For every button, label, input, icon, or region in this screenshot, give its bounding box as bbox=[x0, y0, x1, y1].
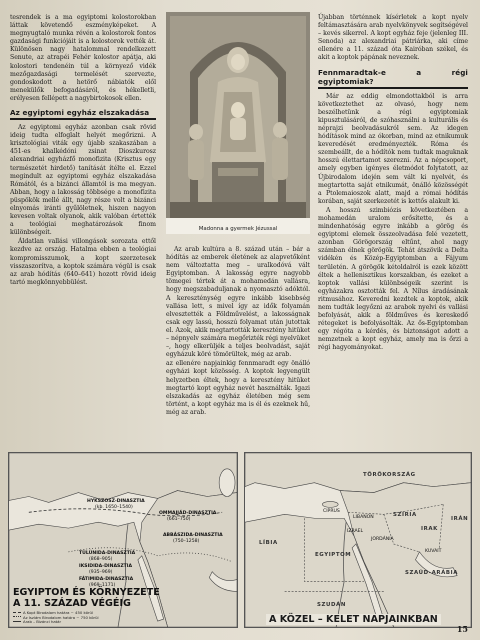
map-label: ABBÁSZIDA-DINASZTIA bbox=[163, 533, 223, 538]
paragraph: az ellenére napjainkig fennmaradt egy önálló egyházi kopt közösség. A koptok legyengült helyzetben éltek, hogy a keresztény hitüket megtartó kopt egyház nevét használták. Igazi elszakadás az egyház életében még sem történt, a kopt egyház ma is él és ezeknek hű, még az arab. bbox=[166, 360, 310, 416]
text-column-middle bbox=[166, 246, 310, 418]
map-label-lebanon: LIBANON bbox=[353, 515, 374, 520]
paragraph: Már az eddig elmondottakból is arra következtethet az olvasó, hogy nem beszélhetünk a régi egyiptomiak kipusztulásáról, de szóhasználni a kulturális és néprajzi beolvadásukról sem. Az idegen hódítások mind az ókorban, mind az etnikumuk keveredését eredményezték. Róma és szembeállt, de a hódítók nem tudtak maguknak hosszú élettartamot szerezni. Az a népcsoport, amely egyben igényes életmódot folytatott, az Újbirodalom idején sem vált ki nyelvét, és megtartotta saját etnikumát, önálló közösségét a Ptolemaioszok alatt, majd a római hódítás korában, saját szerkezetét is kettős alakult ki. bbox=[318, 92, 468, 205]
map-label-iraq: IRAK bbox=[421, 526, 438, 532]
map-label-libya: LÍBIA bbox=[259, 540, 278, 546]
map-middle-east-today bbox=[244, 452, 472, 628]
map-label: (935–969) bbox=[89, 570, 113, 575]
map-label: TÚLÚNIDA-DINASZTIA bbox=[79, 551, 136, 556]
map-label-syria: SZÍRIA bbox=[393, 512, 417, 518]
map-label: FÁTIMIDA-DINASZTIA bbox=[79, 577, 134, 582]
map-title-line: A 11. SZÁZAD VÉGÉIG bbox=[13, 598, 131, 609]
paragraph: Áldatlan vallási villongások sorozata ettől kezdve az ország. Hatalma ebben a teológiai kompromisszumok, a kopt szerzetesek visszaszorítva, a koptok számára végül is csak az arab hódítás (640–641) hozott rövid ideig tartó megkönnyebbülést. bbox=[10, 238, 156, 286]
map-label: (661–750) bbox=[167, 517, 191, 522]
legend-label: Arab – Bizánci határ bbox=[23, 619, 62, 625]
madonna-photo bbox=[166, 12, 310, 234]
map-label: (kb. 1650–1540) bbox=[95, 505, 133, 510]
relief-image bbox=[166, 12, 310, 234]
legend-item bbox=[13, 620, 99, 625]
map-label-israel: IZRAEL bbox=[347, 529, 364, 534]
paragraph: A hosszú szimbiózis következtében a mohamedán uralom erősítette, és a mindenhatóság egyre inkább a görög és egyiptomi elemek összeolvadása felé vezetett, azonban Görögország eltűnt, ahol nagy számban élnek görögök. Tehát átszövik a Delta vidékén és Közép-Egyiptomban a Fájyum területén. A görögök kétoldalról is ezek között éltek a hellenisztikus korszakban, és ezeket a koptok vallási különbségeik szerint is egyházakra osztották fel. A Nílus áradásának ritmusához. Keveredni kezdtek a koptok, akik nem tudták legyőzni az arabok nyelvi és vallási befolyását, akik a földműves és kereskedő rétegeket is befolyásolták. Az ős-Egyiptomban egy régóta a kérdés, és biztonságot adott a nemzetnek a kopt egyház, amely ma is őrzi a régi hagyományokat. bbox=[318, 206, 468, 352]
paragraph: Az arab kultúra a 8. század után – bár a hódítás az emberek életének az alapvetőként nem változtatta meg – uralkodóvá vált Egyiptomban. A lakosság egyre nagyobb tömegei tértek át a mohamedán vallásra, hogy megszabaduljanak a nyomasztó adóktól. A kereszténység egyre inkább kisebbség vallása lett, s mivel így az idők folyamán elvesztették a Földművelést, a lakosságnak csak egy lassú, hosszú folyamat után jutottak el. Azok, akik megtartották keresztény hitüket – népnyelv számára megőrizték régi nyelvüket –, hogy elkerüljék a teljes beolvadást, saját egyházuk köré tömörültek, még az arab. bbox=[166, 246, 310, 359]
map-label: IKSIDIDA-DINASZTIA bbox=[79, 564, 133, 569]
section-heading: Fennmaradtak-e a régi egyiptomiak? bbox=[318, 68, 468, 89]
map-title bbox=[13, 587, 160, 609]
map-label: OMMAJJÁD-DINASZTIA bbox=[159, 511, 217, 516]
map-label-kuwait: KUVAIT bbox=[425, 549, 442, 554]
map-label-iran: IRÁN bbox=[451, 516, 469, 522]
map-title: A KÖZEL – KELET NAPJAINKBAN bbox=[266, 614, 441, 625]
map-label-sudan: SZUDÁN bbox=[317, 602, 346, 608]
page-number: 15 bbox=[456, 624, 468, 634]
paragraph: Az egyiptomi egyház azonban csak rövid ideig tudta elfoglalt helyét megőrizni. A krisztológiai viták egy újabb szakaszában a 451-es khalkédóni zsinat Dioszkurosz alexandriai egyházfő monofizita (Krisztus egy természetét hirdető) tanítását ítélte el. Ezzel megindult az egyiptomi egyház elszakadása Rómától, és a bizánci államtól is ma megyan. Abban, hogy a lakosság többsége a monofizita püspökök mellé állt, nagy része volt a bizánci elnyomás iránti gyűlöletnek, hiszen nagyon kevesen voltak olyanok, akik valóban értették a teológiai meghatározások finom különbségeit. bbox=[10, 124, 156, 237]
map-title-line: EGYIPTOM ÉS KÖRNYEZETE bbox=[13, 587, 160, 598]
map-label-saudi: SZAÚD-ARÁBIA bbox=[405, 570, 458, 576]
map-svg bbox=[245, 453, 471, 627]
maps-section bbox=[6, 452, 474, 630]
paragraph: tesrendek is a ma egyiptomi kolostorokban láttak követendő eszményképeket. A megnyugtaló munka révén a kolostorok fontos gazdasági funkciójáit is a kolostorok vették át. Különösen nagy hatalommal rendelkezett Senute, az atrapéi Fehér kolostor apátja, aki kolostori tendenéin túl a környező vidék mezőgazdasági termelését szervezte, gondoskodott a hetörő nábiatók elől menekülők befogadásáról, és hékelletli, erélyesen fellépett a nagybirtokosok ellen. bbox=[10, 14, 156, 102]
legend-label: Az Iszlám Birodalom határa ~ 750 körül bbox=[23, 614, 99, 620]
map-label-jordan: JORDÁNIA bbox=[371, 537, 394, 542]
map-legend bbox=[13, 611, 99, 625]
legend-label: A Kopt Birodalom határa ~ 450 körül bbox=[23, 610, 93, 615]
map-label-cyprus: CIPRUS bbox=[323, 509, 340, 514]
text-column-left bbox=[10, 14, 156, 288]
map-label: (969–1171) bbox=[89, 583, 116, 588]
map-label-turkey: TÖRÖKORSZÁG bbox=[363, 472, 416, 478]
paragraph: Újabban történnek kísérletek a kopt nyelv feltámasztására arab nyelvkönyvek segítségével – kevés sikerrel. A kopt egyház feje (jelenleg III. Senoda) az alexandriai pátriárka, aki címe ellenére a 11. század óta Kairóban székel, és akit a koptok pápának neveznek. bbox=[318, 14, 468, 62]
section-heading: Az egyiptomi egyház elszakadása bbox=[10, 108, 156, 120]
map-egypt-11th-century bbox=[8, 452, 238, 628]
photo-caption: Madonna a gyermek Jézussal bbox=[166, 224, 310, 234]
map-label-egypt: EGYIPTOM bbox=[315, 552, 352, 558]
text-column-right bbox=[318, 14, 468, 354]
map-label: HYKSZOSZ-DINASZTIA bbox=[87, 499, 145, 504]
map-label: (868–905) bbox=[89, 557, 113, 562]
map-label: (750–1258) bbox=[173, 539, 200, 544]
